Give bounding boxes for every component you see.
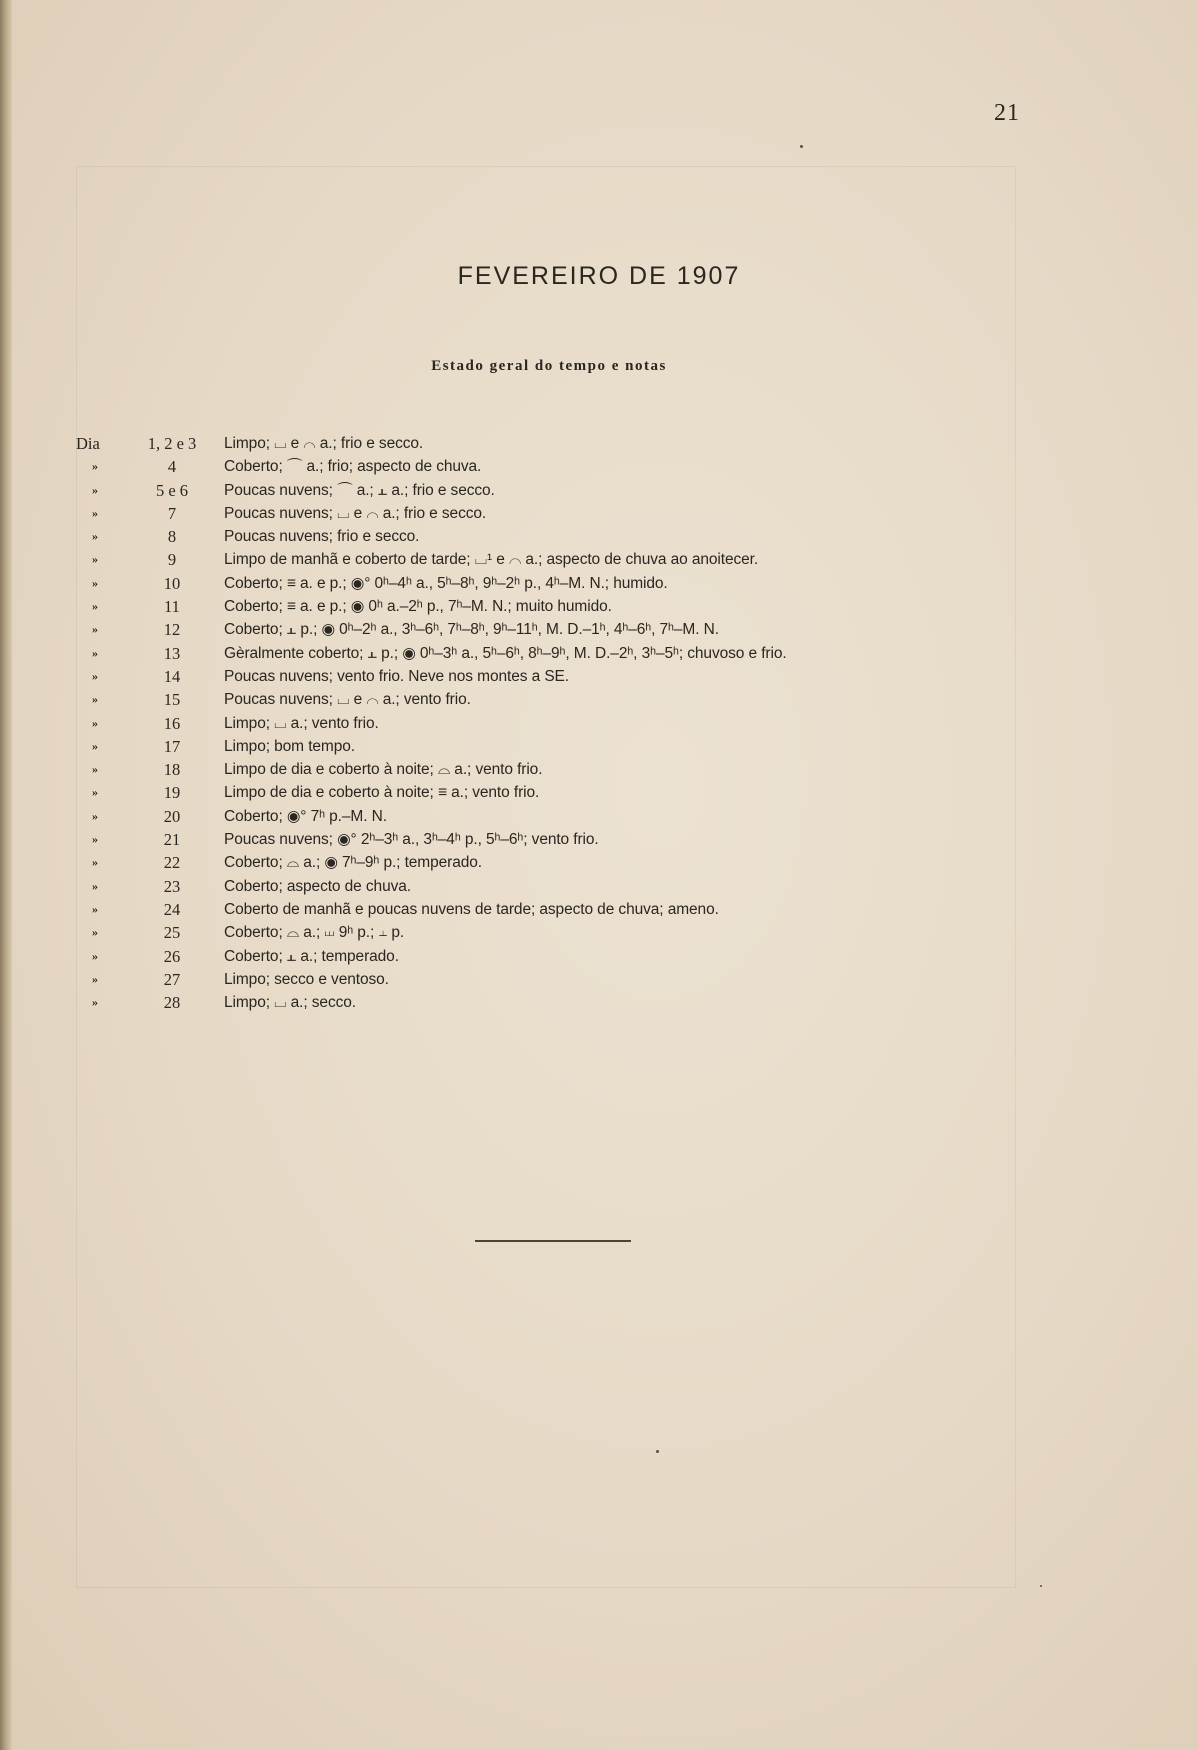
ditto-mark: »	[92, 762, 98, 777]
notes-cell: Limpo de dia e coberto à noite; ⌓ a.; vento frio.	[224, 761, 543, 779]
day-cell: 15	[163, 690, 181, 710]
day-cell: 9	[167, 550, 177, 570]
ditto-mark: »	[92, 995, 98, 1010]
day-cell: 24	[163, 899, 181, 919]
notes-cell: Poucas nuvens; ◉° 2ʰ–3ʰ a., 3ʰ–4ʰ p., 5ʰ–6ʰ; vento frio.	[224, 831, 599, 849]
notes-cell: Limpo; bom tempo.	[224, 737, 355, 755]
end-rule	[475, 1240, 631, 1242]
notes-cell: Coberto de manhã e poucas nuvens de tarde; aspecto de chuva; ameno.	[224, 900, 719, 918]
notes-cell: Coberto; ⌓ a.; ⏙ 9ʰ p.; ⫠ p.	[224, 924, 405, 942]
table-row	[76, 712, 936, 735]
notes-cell: Coberto; ⫠ a.; temperado.	[224, 947, 399, 965]
day-cell: 5 e 6	[155, 480, 189, 500]
day-cell: 27	[163, 969, 181, 989]
page-title: FEVEREIRO DE 1907	[457, 262, 741, 290]
table-row	[76, 688, 936, 711]
day-cell: 8	[167, 527, 177, 547]
day-cell: 1, 2 e 3	[147, 434, 197, 453]
ditto-mark: »	[92, 482, 98, 497]
ditto-mark: »	[92, 552, 98, 567]
table-row	[76, 642, 936, 665]
paper-speck	[800, 145, 803, 148]
day-cell: 11	[164, 597, 180, 617]
day-cell: 10	[163, 573, 181, 593]
table-row	[76, 991, 936, 1014]
ditto-mark: »	[92, 668, 98, 683]
page-number: 21	[994, 100, 1020, 126]
notes-cell: Limpo de manhã e coberto de tarde; ⌴¹ e ⌒ a.; aspecto de chuva ao anoitecer.	[224, 551, 759, 569]
ditto-mark: »	[92, 622, 98, 637]
table-row	[76, 502, 936, 525]
notes-cell: Limpo; ⌴ a.; secco.	[224, 994, 356, 1012]
ditto-mark: »	[92, 901, 98, 916]
ditto-mark: »	[92, 738, 98, 753]
ditto-mark: »	[92, 832, 98, 847]
day-cell: 28	[163, 993, 181, 1013]
notes-cell: Coberto; aspecto de chuva.	[224, 877, 411, 895]
day-cell: 23	[163, 876, 181, 896]
notes-cell: Limpo; ⌴ e ⌒ a.; frio e secco.	[224, 435, 424, 452]
day-cell: 12	[163, 620, 181, 640]
table-row	[76, 735, 936, 758]
table-row	[76, 968, 936, 991]
ditto-mark: »	[92, 808, 98, 823]
table-row	[76, 525, 936, 548]
ditto-mark: »	[92, 715, 98, 730]
notes-cell: Poucas nuvens; vento frio. Neve nos montes a SE.	[224, 667, 570, 685]
ditto-mark: »	[92, 971, 98, 986]
day-cell: 16	[163, 713, 181, 733]
notes-cell: Limpo; secco e ventoso.	[224, 970, 389, 988]
ditto-mark: »	[92, 529, 98, 544]
ditto-mark: »	[92, 925, 98, 940]
day-cell: 7	[167, 503, 177, 523]
ditto-mark: »	[92, 948, 98, 963]
day-cell: 13	[163, 643, 181, 663]
weather-notes-table	[76, 432, 936, 1014]
day-cell: 14	[163, 666, 181, 686]
table-row	[76, 758, 936, 781]
notes-cell: Limpo de dia e coberto à noite; ≡ a.; vento frio.	[224, 784, 540, 802]
table-row	[76, 875, 936, 898]
ditto-mark: »	[92, 575, 98, 590]
table-row	[76, 595, 936, 618]
notes-cell: Poucas nuvens; ⌴ e ⌒ a.; vento frio.	[224, 691, 471, 709]
table-row	[76, 665, 936, 688]
day-cell: 18	[163, 760, 181, 780]
ditto-mark: »	[92, 785, 98, 800]
ditto-mark: »	[92, 878, 98, 893]
notes-cell: Coberto; ⌓ a.; ◉ 7ʰ–9ʰ p.; temperado.	[224, 854, 482, 872]
paper-speck	[656, 1450, 659, 1453]
day-cell: 21	[163, 830, 181, 850]
ditto-mark: »	[92, 692, 98, 707]
table-row	[76, 851, 936, 874]
notes-cell: Coberto; ⌒ a.; frio; aspecto de chuva.	[224, 458, 482, 476]
table-row	[76, 572, 936, 595]
paper-speck	[1040, 1585, 1042, 1587]
ditto-mark: »	[92, 645, 98, 660]
table-row	[76, 548, 936, 571]
day-cell: 19	[163, 783, 181, 803]
notes-cell: Gèralmente coberto; ⫠ p.; ◉ 0ʰ–3ʰ a., 5ʰ–6ʰ, 8ʰ–9ʰ, M. D.–2ʰ, 3ʰ–5ʰ; chuvoso e frio.	[224, 644, 787, 662]
notes-cell: Poucas nuvens; ⌴ e ⌒ a.; frio e secco.	[224, 504, 487, 522]
ditto-mark: »	[92, 599, 98, 614]
table-row	[76, 432, 936, 455]
table-row	[76, 805, 936, 828]
table-row	[76, 898, 936, 921]
day-cell: 26	[163, 946, 181, 966]
notes-cell: Coberto; ≡ a. e p.; ◉° 0ʰ–4ʰ a., 5ʰ–8ʰ, 9ʰ–2ʰ p., 4ʰ–M. N.; humido.	[224, 574, 668, 592]
table-row	[76, 618, 936, 641]
notes-cell: Coberto; ◉° 7ʰ p.–M. N.	[224, 807, 387, 825]
day-cell: 17	[163, 736, 181, 756]
table-row	[76, 945, 936, 968]
table-row	[76, 921, 936, 944]
table-row	[76, 828, 936, 851]
notes-cell: Coberto; ≡ a. e p.; ◉ 0ʰ a.–2ʰ p., 7ʰ–M. N.; muito humido.	[224, 598, 612, 616]
ditto-mark: »	[92, 855, 98, 870]
table-row	[76, 781, 936, 804]
notes-cell: Poucas nuvens; frio e secco.	[224, 528, 420, 546]
ditto-mark: »	[92, 505, 98, 520]
day-cell: 22	[163, 853, 181, 873]
day-cell: 20	[163, 806, 181, 826]
day-cell: 4	[167, 457, 177, 477]
section-subtitle: Estado geral do tempo e notas	[431, 358, 667, 374]
table-row	[76, 479, 936, 502]
notes-cell: Poucas nuvens; ⌒ a.; ⫠ a.; frio e secco.	[224, 481, 495, 499]
day-cell: 25	[163, 923, 181, 943]
notes-cell: Coberto; ⫠ p.; ◉ 0ʰ–2ʰ a., 3ʰ–6ʰ, 7ʰ–8ʰ, 9ʰ–11ʰ, M. D.–1ʰ, 4ʰ–6ʰ, 7ʰ–M. N.	[224, 621, 719, 639]
table-row	[76, 455, 936, 478]
notes-cell: Limpo; ⌴ a.; vento frio.	[224, 714, 379, 732]
ditto-mark: »	[92, 459, 98, 474]
dia-label: Dia	[76, 434, 100, 453]
